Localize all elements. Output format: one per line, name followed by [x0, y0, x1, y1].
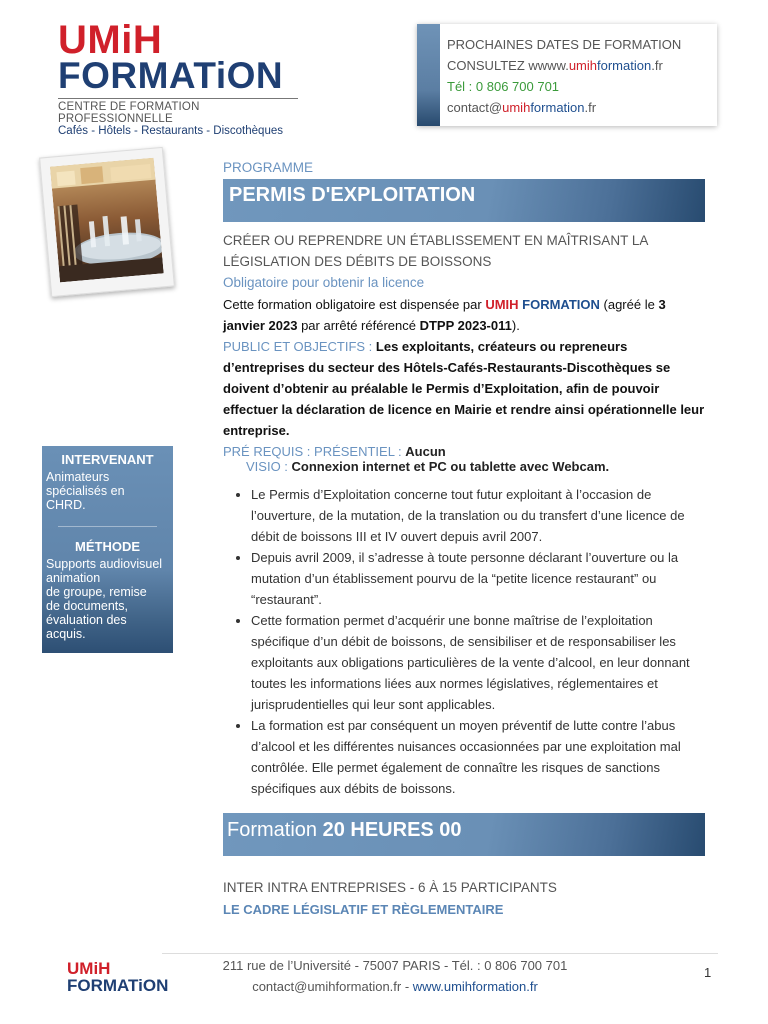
methode-title: MÉTHODE	[75, 539, 140, 554]
contact-box	[417, 24, 717, 126]
footer-contact	[190, 955, 600, 997]
footer-website-link[interactable]: www.umihformation.fr	[412, 979, 538, 994]
list-item: • Cette formation permet d’acquérir une bonne maîtrise de l’exploitation spécifique d’un débit de boissons, de sensibiliser et de responsabiliser les exploitants aux obligations particulières de la vente d’alcool, en leur donnant toutes les informations liées aux normes législatives, réglementaires et jurisprudentielles qui leur sont applicables.	[251, 610, 705, 715]
phone-line[interactable]: Tél : 0 806 700 701	[447, 79, 560, 94]
main-content	[223, 160, 705, 917]
intro-date: 3 janvier 2023	[223, 297, 666, 333]
prerequis	[223, 444, 705, 474]
photo-image	[50, 158, 164, 283]
logo-tagline: Cafés - Hôtels - Restaurants - Discothèques	[58, 125, 283, 137]
footer-divider	[162, 953, 718, 954]
prereq-value: Aucun	[405, 444, 446, 459]
public-text: Les exploitants, créateurs ou repreneurs d’entreprises du secteur des Hôtels-Cafés-Restaurants-Discothèques se doivent d’obtenir au préalable le Permis d’Exploitation, afin de pouvoir effectuer la déclaration de licence en Mairie et rendre ainsi opérationnelle leur entreprise.	[223, 339, 705, 438]
formation-duration-bar	[223, 813, 705, 856]
website-brand-umih: umih	[568, 58, 598, 73]
cafe-terrace-photo	[39, 147, 175, 297]
visio-value: Connexion internet et PC ou tablette avec Webcam.	[291, 459, 610, 474]
website-brand-formation: formation	[597, 58, 652, 73]
intro-text-2: (agréé le	[599, 297, 659, 312]
program-bullets	[223, 484, 705, 799]
footer-address: 211 rue de l’Université - 75007 PARIS - Tél. : 0 806 700 701	[222, 958, 568, 973]
intro-reference: DTPP 2023-011	[419, 318, 512, 333]
logo-centre-text: CENTRE DE FORMATION PROFESSIONNELLE	[58, 98, 298, 125]
prereq-label: PRÉ REQUIS : PRÉSENTIEL :	[223, 444, 406, 459]
intro-umih: UMIH	[485, 297, 519, 312]
formation-label: Formation	[227, 819, 323, 841]
footer-logo-umih: UMiH	[67, 959, 111, 978]
footer-logo	[67, 960, 168, 994]
public-objectifs	[223, 336, 705, 441]
email-prefix: contact@	[447, 100, 503, 115]
intro-text: Cette formation obligatoire est dispensée par	[223, 297, 486, 312]
info-sidebar	[42, 446, 173, 653]
website-tld: .fr	[651, 58, 663, 73]
email-brand-umih: umih	[502, 100, 531, 115]
formation-hours: 20 HEURES 00	[322, 819, 462, 841]
website-prefix: CONSULTEZ wwww.	[447, 58, 569, 73]
obligatoire-note: Obligatoire pour obtenir la licence	[223, 275, 425, 290]
subtitle: CRÉER OU REPRENDRE UN ÉTABLISSEMENT EN MAÎTRISANT LA LÉGISLATION DES DÉBITS DE BOISSONS	[223, 233, 648, 269]
intro-text-3: par arrêté référencé	[297, 318, 420, 333]
email-tld: .fr	[584, 100, 597, 115]
page-title: PERMIS D'EXPLOITATION	[223, 179, 705, 222]
methode-text: Supports audiovisuel animation de groupe, remise de documents, évaluation des acquis.	[46, 557, 163, 641]
sidebar-divider	[58, 526, 157, 527]
email-line[interactable]	[447, 97, 681, 118]
email-brand-formation: formation	[530, 100, 585, 115]
contact-box-accent-bar	[417, 24, 440, 126]
website-line[interactable]	[447, 55, 681, 76]
next-dates-label: PROCHAINES DATES DE FORMATION	[447, 37, 682, 52]
logo-umih-text: UMiH	[58, 18, 163, 62]
list-item: • Depuis avril 2009, il s’adresse à toute personne déclarant l’ouverture ou la mutation d’un établissement pourvu de la “petite licence restaurant” ou “restaurant”.	[251, 547, 705, 610]
public-label: PUBLIC ET OBJECTIFS :	[223, 339, 376, 354]
intervenant-title: INTERVENANT	[61, 452, 154, 467]
logo-formation-text: FORMATiON	[58, 55, 284, 96]
intro-paragraph	[223, 294, 705, 336]
list-item: • Le Permis d’Exploitation concerne tout futur exploitant à l’occasion de l’ouverture, de la mutation, de la translation ou du transfert d’une licence de débit de boissons III et IV ouvert depuis avril 2007.	[251, 484, 705, 547]
intro-formation: FORMATION	[518, 297, 600, 312]
intervenant-text: Animateurs spécialisés en CHRD.	[46, 470, 125, 512]
cadre-legislatif-heading: LE CADRE LÉGISLATIF ET RÈGLEMENTAIRE	[223, 902, 504, 917]
umih-formation-logo	[58, 18, 298, 138]
programme-label: PROGRAMME	[223, 160, 314, 175]
footer-logo-formation: FORMATiON	[67, 976, 169, 995]
visio-label: VISIO :	[246, 459, 292, 474]
list-item: • La formation est par conséquent un moyen préventif de lutte contre l’abus d’alcool et les différentes nuisances occasionnées par une exploitation mal contrôlée. Elle permet également de connaître les risques de sanctions spécifiques aux débits de boissons.	[251, 715, 705, 799]
footer-email[interactable]: contact@umihformation.fr -	[252, 979, 413, 994]
inter-intra-text: INTER INTRA ENTREPRISES - 6 À 15 PARTICIPANTS	[223, 880, 557, 895]
intro-text-4: ).	[511, 318, 520, 333]
page-number: 1	[704, 965, 712, 980]
